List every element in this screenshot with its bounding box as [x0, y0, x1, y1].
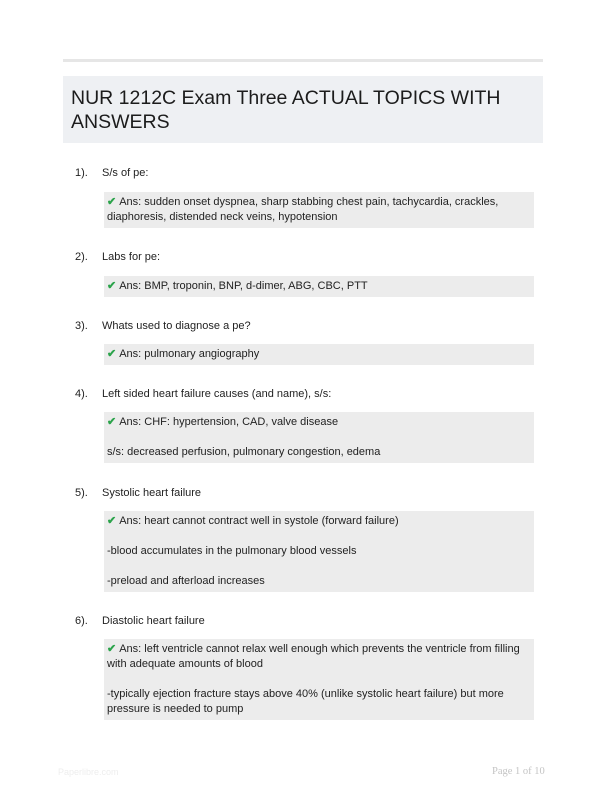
check-icon: ✔ — [107, 515, 117, 527]
question-text: S/s of pe: — [102, 167, 149, 179]
check-icon: ✔ — [107, 416, 117, 428]
check-icon: ✔ — [107, 643, 117, 655]
answer-box — [104, 276, 534, 297]
answer-text: -typically ejection fracture stays above 40% (unlike systolic heart failure) but more pressure is needed to pump — [107, 688, 504, 715]
answer-text: s/s: decreased perfusion, pulmonary congestion, edema — [107, 446, 381, 458]
question-text: Left sided heart failure causes (and name), s/s: — [102, 388, 332, 400]
answer-text: -preload and afterload increases — [107, 575, 265, 587]
check-icon: ✔ — [107, 280, 117, 292]
answer-text: Ans: left ventricle cannot relax well enough which prevents the ventricle from filling with adequate amounts of blood — [107, 643, 520, 670]
watermark: Paperlibre.com — [58, 767, 119, 777]
top-divider — [63, 59, 543, 62]
question-number: 2). — [75, 251, 88, 263]
question-number: 1). — [75, 167, 88, 179]
answer-box — [104, 639, 534, 720]
question-number: 5). — [75, 487, 88, 499]
answer-box — [104, 412, 534, 463]
answer-text: -blood accumulates in the pulmonary blood vessels — [107, 545, 357, 557]
question-text: Labs for pe: — [102, 251, 161, 263]
question-text: Systolic heart failure — [102, 487, 202, 499]
answer-text: Ans: sudden onset dyspnea, sharp stabbing chest pain, tachycardia, crackles, diaphoresis, distended neck veins, hypotension — [107, 196, 499, 223]
answer-text: Ans: CHF: hypertension, CAD, valve disease — [119, 416, 339, 428]
question-text: Whats used to diagnose a pe? — [102, 320, 251, 332]
document-title: NUR 1212C Exam Three ACTUAL TOPICS WITH ANSWERS — [71, 87, 501, 133]
question-number: 4). — [75, 388, 88, 400]
question-text: Diastolic heart failure — [102, 615, 205, 627]
page-number: Page 1 of 10 — [492, 766, 545, 777]
question-number: 6). — [75, 615, 88, 627]
answer-box — [104, 192, 534, 228]
title-banner — [63, 76, 543, 143]
answer-box — [104, 344, 534, 365]
answer-text: Ans: pulmonary angiography — [119, 348, 260, 360]
answer-text: Ans: BMP, troponin, BNP, d-dimer, ABG, CBC, PTT — [119, 280, 368, 292]
answer-box — [104, 511, 534, 592]
check-icon: ✔ — [107, 348, 117, 360]
question-number: 3). — [75, 320, 88, 332]
answer-text: Ans: heart cannot contract well in systole (forward failure) — [119, 515, 399, 527]
check-icon: ✔ — [107, 196, 117, 208]
